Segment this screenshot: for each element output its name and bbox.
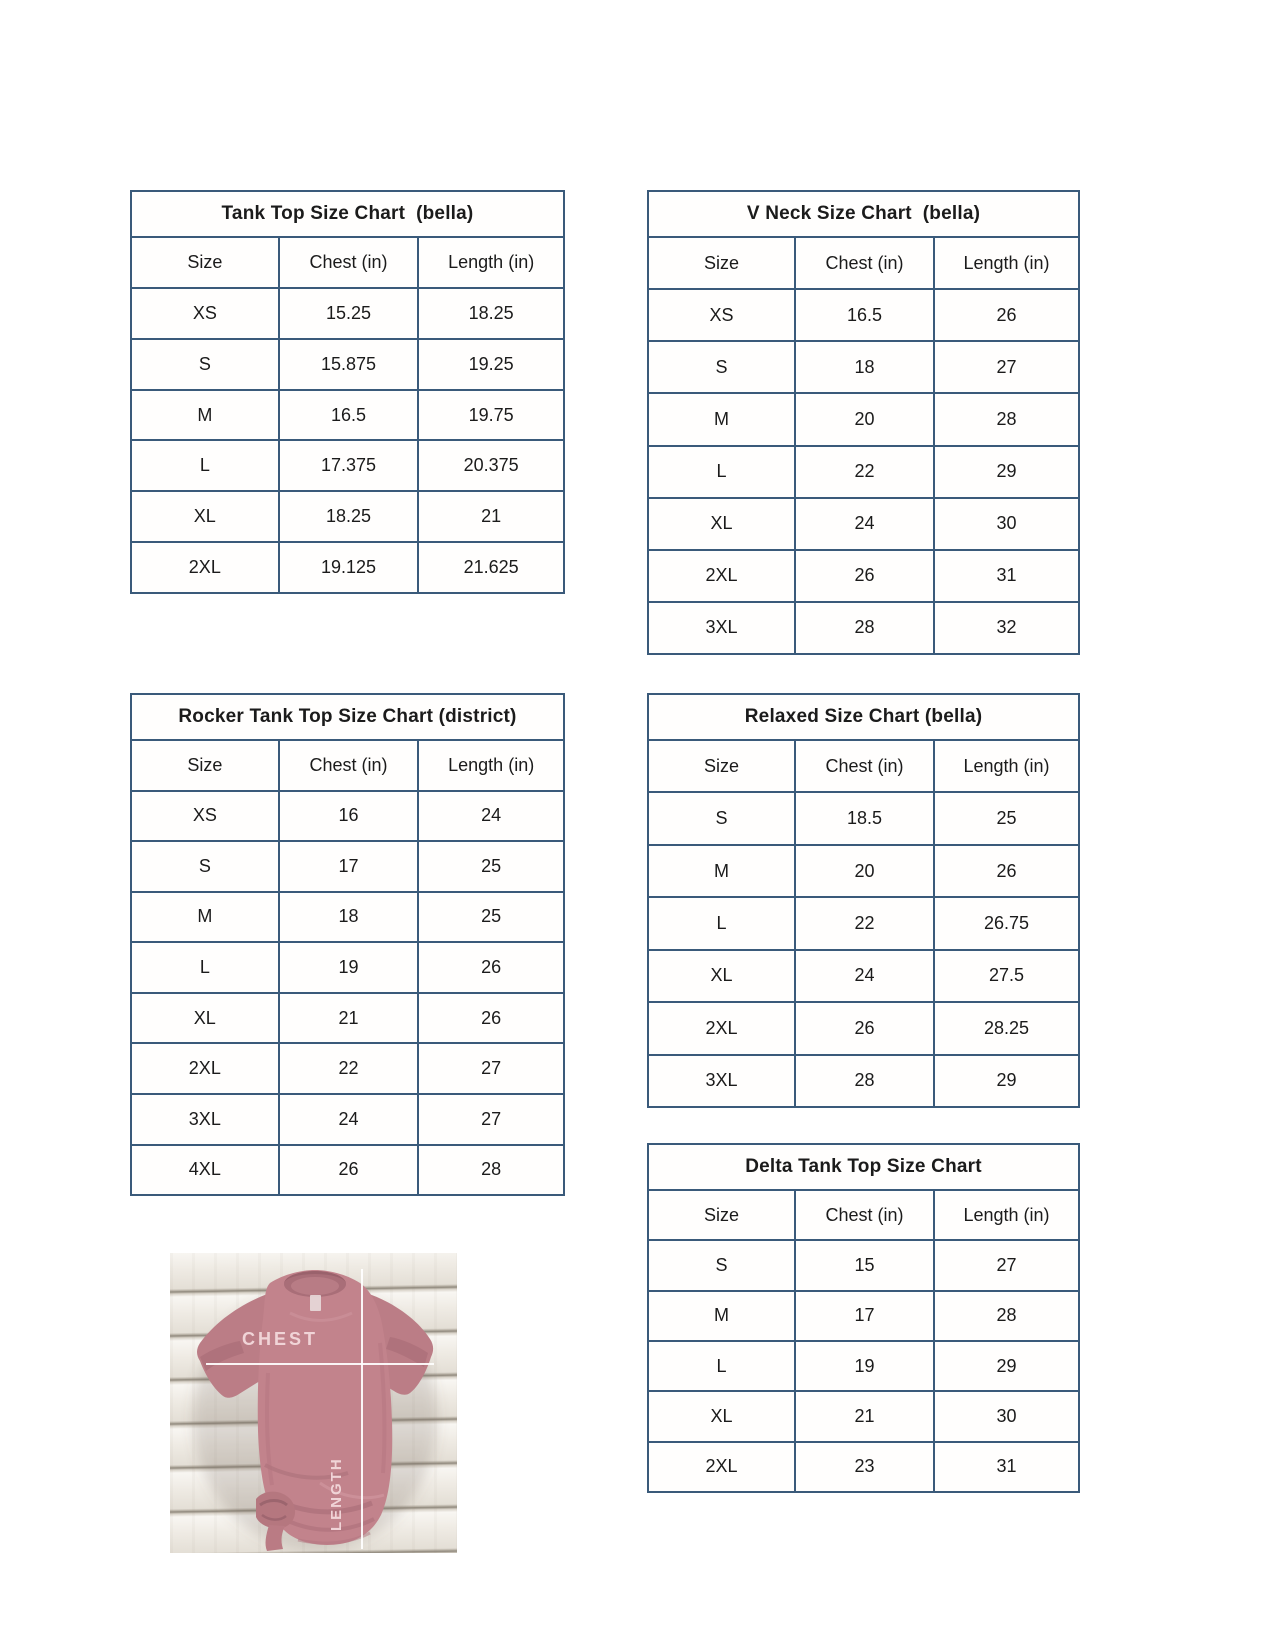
size-cell: S [715, 356, 728, 377]
length-cell: 32 [933, 603, 1078, 653]
table-row [649, 1054, 1078, 1106]
size-cell: XS [192, 302, 217, 323]
size-cell: L [716, 461, 727, 482]
header-chest-cell: Chest (in) [794, 238, 933, 288]
chest-cell: 16.5 [794, 290, 933, 340]
chest-cell: 22 [794, 898, 933, 948]
chest-cell: 18.25 [278, 492, 418, 541]
header-chest-cell: Chest (in) [794, 1191, 933, 1239]
table-row [649, 1290, 1078, 1340]
table-row [132, 992, 563, 1043]
length-cell: 28 [933, 394, 1078, 444]
table-row [649, 949, 1078, 1001]
table-row [132, 287, 563, 338]
length-cell: 27 [417, 1044, 563, 1093]
table-delta-tank-top-size-chart [647, 1143, 1080, 1493]
chest-cell: 21 [794, 1392, 933, 1440]
table-title: Tank Top Size Chart (bella) [132, 192, 563, 238]
length-cell: 25 [417, 893, 563, 942]
table-tank-top-size-chart [130, 190, 565, 594]
length-cell: 19.75 [417, 391, 563, 440]
table-rocker-tank-top-size-chart [130, 693, 565, 1196]
chest-cell: 19.125 [278, 543, 418, 592]
table-row [649, 288, 1078, 340]
table-row [132, 790, 563, 841]
chest-label: CHEST [242, 1329, 319, 1349]
header-row [649, 238, 1078, 288]
table-row [132, 1093, 563, 1144]
chest-cell: 19 [794, 1342, 933, 1390]
table-relaxed-size-chart [647, 693, 1080, 1108]
table-title: V Neck Size Chart (bella) [649, 192, 1078, 238]
table-title: Rocker Tank Top Size Chart (district) [132, 695, 563, 741]
length-cell: 25 [933, 793, 1078, 843]
length-cell: 28.25 [933, 1003, 1078, 1053]
table-row [132, 891, 563, 942]
length-cell: 21 [417, 492, 563, 541]
size-cell: S [198, 353, 211, 374]
size-cell: M [713, 408, 729, 429]
table-row [649, 896, 1078, 948]
header-size-cell: Size [703, 252, 739, 273]
chest-cell: 18.5 [794, 793, 933, 843]
tshirt-measurement-photo [170, 1253, 457, 1553]
size-cell: 2XL [188, 557, 221, 578]
header-chest-cell: Chest (in) [278, 741, 418, 790]
size-cell: S [715, 808, 728, 829]
size-cell: 2XL [705, 565, 738, 586]
length-cell: 20.375 [417, 441, 563, 490]
table-row [649, 601, 1078, 653]
table-row [132, 439, 563, 490]
table-title: Relaxed Size Chart (bella) [649, 695, 1078, 741]
length-cell: 26 [933, 846, 1078, 896]
chest-cell: 24 [794, 951, 933, 1001]
size-cell: L [199, 957, 210, 978]
table-v-neck-size-chart [647, 190, 1080, 655]
length-cell: 19.25 [417, 340, 563, 389]
header-length-cell: Length (in) [933, 741, 1078, 791]
header-size-cell: Size [703, 1204, 739, 1225]
header-length-cell: Length (in) [933, 1191, 1078, 1239]
header-size-cell: Size [703, 755, 739, 776]
length-cell: 27 [417, 1095, 563, 1144]
length-cell: 28 [417, 1146, 563, 1195]
size-cell: S [715, 1254, 728, 1275]
length-cell: 26 [933, 290, 1078, 340]
chest-cell: 24 [794, 499, 933, 549]
table-row [132, 1144, 563, 1195]
length-cell: 26.75 [933, 898, 1078, 948]
chest-measure-line [206, 1363, 434, 1365]
size-cell: 3XL [188, 1108, 221, 1129]
table-row [649, 549, 1078, 601]
chest-cell: 26 [794, 551, 933, 601]
length-cell: 24 [417, 792, 563, 841]
size-cell: S [198, 855, 211, 876]
size-cell: M [713, 860, 729, 881]
chest-cell: 17 [794, 1292, 933, 1340]
size-cell: M [197, 404, 213, 425]
length-measure-line [361, 1269, 363, 1549]
chest-cell: 20 [794, 394, 933, 444]
size-cell: XL [710, 513, 733, 534]
header-row [649, 741, 1078, 791]
table-row [649, 1340, 1078, 1390]
table-row [649, 1239, 1078, 1289]
size-cell: XL [710, 965, 733, 986]
chest-cell: 18 [278, 893, 418, 942]
header-length-cell: Length (in) [933, 238, 1078, 288]
length-cell: 18.25 [417, 289, 563, 338]
table-row [649, 1001, 1078, 1053]
chest-cell: 18 [794, 342, 933, 392]
length-cell: 28 [933, 1292, 1078, 1340]
table-row [649, 1390, 1078, 1440]
size-cell: 4XL [188, 1159, 221, 1180]
table-row [649, 844, 1078, 896]
length-cell: 27 [933, 1241, 1078, 1289]
size-cell: XS [709, 304, 734, 325]
header-row [132, 238, 563, 287]
chest-cell: 16 [278, 792, 418, 841]
chest-cell: 17.375 [278, 441, 418, 490]
chest-cell: 19 [278, 943, 418, 992]
table-row [649, 392, 1078, 444]
table-row [649, 791, 1078, 843]
chest-cell: 15 [794, 1241, 933, 1289]
chest-cell: 22 [794, 447, 933, 497]
length-cell: 30 [933, 499, 1078, 549]
chest-cell: 28 [794, 603, 933, 653]
length-cell: 26 [417, 943, 563, 992]
length-cell: 30 [933, 1392, 1078, 1440]
length-cell: 31 [933, 551, 1078, 601]
table-title: Delta Tank Top Size Chart [649, 1145, 1078, 1191]
table-row [132, 541, 563, 592]
table-row [132, 1042, 563, 1093]
size-cell: L [199, 455, 210, 476]
tshirt-illustration [170, 1253, 457, 1553]
table-row [132, 941, 563, 992]
chest-cell: 20 [794, 846, 933, 896]
table-row [649, 445, 1078, 497]
length-cell: 25 [417, 842, 563, 891]
size-cell: 2XL [705, 1456, 738, 1477]
table-row [132, 338, 563, 389]
length-cell: 29 [933, 1342, 1078, 1390]
length-cell: 21.625 [417, 543, 563, 592]
chest-cell: 15.875 [278, 340, 418, 389]
header-row [132, 741, 563, 790]
chest-cell: 26 [794, 1003, 933, 1053]
chest-cell: 16.5 [278, 391, 418, 440]
size-cell: XL [193, 506, 216, 527]
header-length-cell: Length (in) [417, 741, 563, 790]
length-cell: 29 [933, 447, 1078, 497]
length-cell: 27 [933, 342, 1078, 392]
chest-cell: 21 [278, 994, 418, 1043]
table-row [132, 389, 563, 440]
length-cell: 26 [417, 994, 563, 1043]
size-cell: L [716, 912, 727, 933]
length-label: LENGTH [328, 1457, 345, 1531]
chest-cell: 26 [278, 1146, 418, 1195]
table-row [132, 490, 563, 541]
header-chest-cell: Chest (in) [794, 741, 933, 791]
size-cell: 2XL [188, 1058, 221, 1079]
table-row [649, 497, 1078, 549]
size-cell: 2XL [705, 1017, 738, 1038]
length-cell: 29 [933, 1056, 1078, 1106]
chest-cell: 23 [794, 1443, 933, 1491]
table-row [132, 840, 563, 891]
size-cell: XL [193, 1007, 216, 1028]
size-cell: M [197, 906, 213, 927]
header-row [649, 1191, 1078, 1239]
table-row [649, 340, 1078, 392]
size-cell: XL [710, 1405, 733, 1426]
length-cell: 27.5 [933, 951, 1078, 1001]
size-cell: L [716, 1355, 727, 1376]
length-cell: 31 [933, 1443, 1078, 1491]
size-cell: M [713, 1305, 729, 1326]
size-cell: 3XL [705, 1070, 738, 1091]
chest-cell: 15.25 [278, 289, 418, 338]
table-row [649, 1441, 1078, 1491]
chest-cell: 17 [278, 842, 418, 891]
chest-cell: 22 [278, 1044, 418, 1093]
chest-cell: 24 [278, 1095, 418, 1144]
size-cell: 3XL [705, 617, 738, 638]
header-chest-cell: Chest (in) [278, 238, 418, 287]
header-length-cell: Length (in) [417, 238, 563, 287]
header-size-cell: Size [187, 251, 223, 272]
size-cell: XS [192, 805, 217, 826]
chest-cell: 28 [794, 1056, 933, 1106]
header-size-cell: Size [187, 754, 223, 775]
